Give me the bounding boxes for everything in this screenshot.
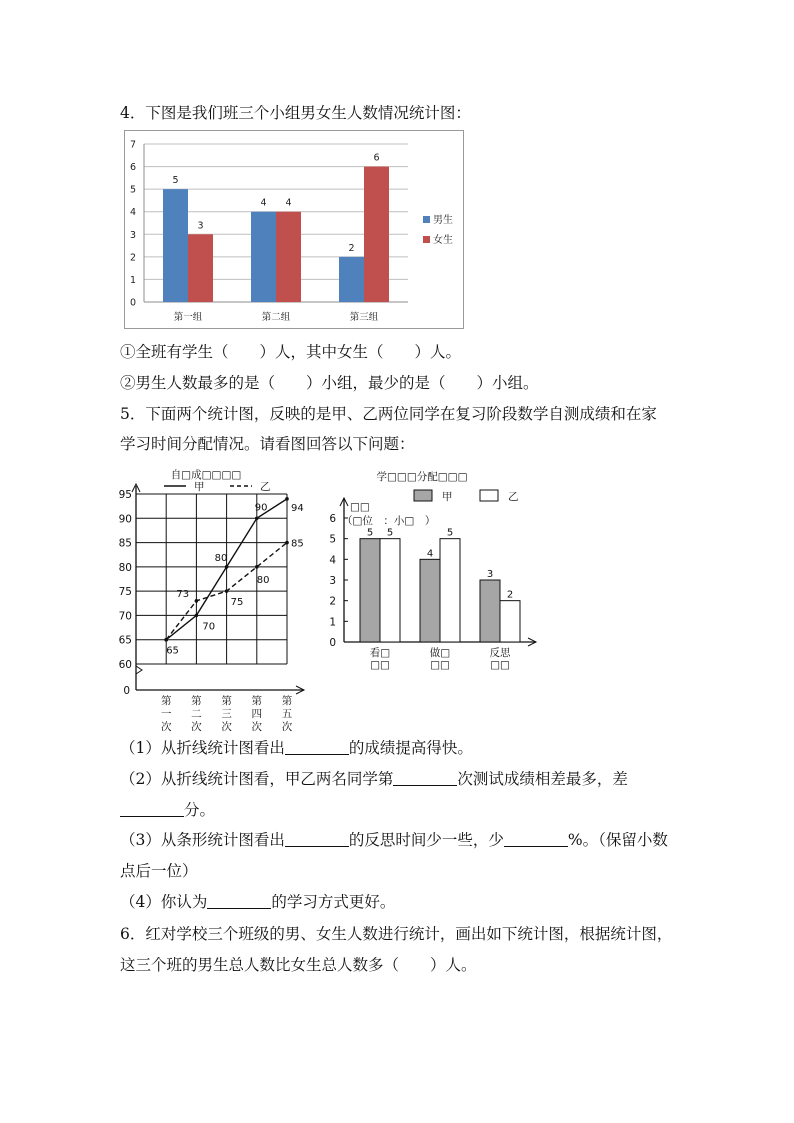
legend-label: 女生	[433, 235, 453, 246]
x-tick-label: 第三组	[349, 312, 379, 323]
data-label: 4	[285, 197, 292, 209]
legend-label: 甲	[442, 491, 453, 503]
y-tick-label: 90	[118, 513, 132, 526]
x-tick-label: 三	[221, 708, 232, 720]
x-tick-label: 第	[251, 695, 263, 707]
data-label: 80	[256, 574, 270, 586]
x-tick-label: 四	[251, 708, 263, 720]
data-label: 90	[254, 502, 268, 514]
q6-stem-line1: 6．红对学校三个班级的男、女生人数进行统计，画出如下统计图，根据统计图，	[120, 925, 673, 943]
y-axis-unit: （□位 ：小□ ）	[342, 515, 436, 527]
bar-男生	[339, 257, 364, 302]
legend-swatch	[423, 216, 430, 223]
q5-sub1	[120, 738, 473, 758]
bar-女生	[276, 212, 301, 302]
y-tick-label: 80	[118, 561, 132, 574]
q5-sub1-part-b: 的成绩提高得快。	[348, 739, 473, 757]
test-score-line-chart	[112, 462, 312, 732]
q4-sub2: ②男生人数最多的是（ ）小组，最少的是（ ）小组。	[120, 374, 539, 392]
x-tick-label: 反思	[489, 647, 511, 659]
x-tick-label: 次	[251, 721, 263, 732]
group-gender-bar-chart	[124, 130, 464, 330]
y-tick-label: 4	[329, 554, 336, 567]
x-tick-label: 第一组	[173, 312, 203, 323]
data-point-甲	[255, 516, 259, 520]
q5-stem-line1: 5．下面两个统计图，反映的是甲、乙两位同学在复习阶段数学自测成绩和在家	[120, 405, 657, 423]
y-tick-label: 7	[129, 139, 136, 151]
q5-sub2-part-c: 分。	[184, 801, 216, 819]
q5-stem-line2: 学习时间分配情况。请看图回答以下问题：	[120, 435, 415, 453]
data-label: 2	[506, 589, 514, 601]
legend-label: 乙	[260, 481, 271, 493]
bar-甲	[360, 539, 380, 642]
y-tick-label: 5	[129, 184, 136, 196]
data-point-甲	[285, 497, 289, 501]
answer-blank[interactable]	[504, 830, 568, 847]
q5-sub2-part-a: （2）从折线统计图看，甲乙两名同学第	[120, 770, 394, 788]
q5-sub4-part-b: 的学习方式更好。	[271, 893, 396, 911]
y-tick-label: 6	[329, 513, 336, 525]
q4-sub1: ①全班有学生（ ）人，其中女生（ ）人。	[120, 343, 462, 361]
bar-乙	[500, 601, 520, 642]
x-tick-label: 第	[191, 695, 202, 707]
legend-label: 乙	[508, 491, 519, 503]
y-tick-label: 0	[329, 637, 336, 649]
q5-sub2-part-b: 次测试成绩相差最多，差	[457, 770, 628, 788]
x-tick-label: 次	[191, 721, 202, 732]
data-label: 80	[214, 552, 228, 564]
x-tick-label: 第	[160, 695, 172, 707]
answer-blank[interactable]	[285, 738, 349, 755]
y-tick-label: 0	[123, 685, 130, 697]
data-point-甲	[225, 565, 229, 569]
legend-swatch	[423, 236, 430, 243]
legend-swatch	[414, 490, 432, 501]
x-tick-label: 二	[191, 708, 202, 720]
y-tick-label: 65	[118, 634, 132, 647]
y-tick-label: 2	[329, 595, 336, 608]
x-tick-label: 做□	[429, 647, 451, 659]
bar-男生	[163, 189, 188, 302]
q5-sub3	[120, 830, 668, 850]
data-point-乙	[255, 565, 259, 569]
data-label: 4	[260, 197, 267, 209]
y-axis-label: □□	[350, 501, 370, 513]
q5-sub3-part-b: 的反思时间少一些，少	[348, 831, 504, 849]
bar-乙	[440, 539, 460, 642]
bar-甲	[420, 559, 440, 642]
bar-甲	[480, 580, 500, 642]
data-label: 2	[348, 242, 355, 254]
legend-label: 甲	[194, 481, 205, 493]
legend-swatch	[480, 490, 498, 501]
bar-女生	[188, 234, 213, 302]
q5-sub4-part-a: （4）你认为	[120, 893, 208, 911]
answer-blank[interactable]	[120, 800, 184, 817]
data-label: 3	[486, 569, 494, 580]
answer-blank[interactable]	[393, 769, 457, 786]
bar-男生	[251, 212, 276, 302]
x-tick-label: 次	[281, 721, 293, 732]
y-tick-label: 3	[129, 229, 136, 241]
x-tick-label: 第二组	[261, 312, 291, 323]
answer-blank[interactable]	[285, 830, 349, 847]
q6-stem-line2: 这三个班的男生总人数比女生总人数多（ ）人。	[120, 956, 477, 974]
study-time-bar-chart	[322, 462, 552, 672]
data-label: 94	[291, 502, 304, 514]
y-tick-label: 2	[129, 252, 136, 264]
bar-女生	[364, 167, 389, 302]
data-label: 65	[166, 645, 179, 657]
data-label: 85	[291, 538, 304, 550]
q5-sub2-cont	[120, 800, 215, 820]
q5-sub4	[120, 892, 395, 912]
q5-sub3-part-c: %。（保留小数	[567, 831, 668, 849]
q5-sub2	[120, 769, 628, 789]
q5-sub1-part-a: （1）从折线统计图看出	[120, 739, 285, 757]
data-label: 4	[426, 548, 434, 560]
y-tick-label: 1	[329, 616, 336, 629]
data-point-乙	[225, 589, 229, 593]
axis-break-mark	[136, 666, 142, 674]
x-tick-label: 第	[221, 695, 232, 707]
data-label: 6	[373, 152, 380, 164]
y-tick-label: 60	[118, 659, 132, 671]
legend-label: 男生	[433, 215, 453, 226]
q5-sub3-part-a: （3）从条形统计图看出	[120, 831, 285, 849]
x-tick-label: 五	[281, 708, 293, 720]
data-label: 5	[386, 527, 394, 539]
q4-stem: 4．下图是我们班三个小组男女生人数情况统计图：	[120, 104, 471, 122]
x-tick-label: 次	[160, 721, 172, 732]
y-tick-label: 85	[118, 537, 132, 550]
y-tick-label: 5	[329, 533, 336, 546]
y-tick-label: 3	[329, 575, 336, 587]
data-point-乙	[285, 541, 289, 545]
data-label: 5	[172, 175, 179, 187]
data-point-甲	[195, 614, 199, 618]
y-tick-label: 75	[118, 586, 132, 599]
x-tick-label: □□	[370, 659, 390, 671]
x-tick-label: □□	[430, 659, 450, 671]
data-label: 5	[366, 527, 374, 539]
x-tick-label: 次	[221, 721, 232, 732]
bar-乙	[380, 539, 400, 642]
y-tick-label: 70	[118, 610, 132, 623]
x-tick-label: □□	[490, 659, 510, 671]
x-tick-label: 第	[281, 695, 293, 707]
data-label: 75	[230, 597, 244, 609]
y-tick-label: 1	[129, 274, 136, 286]
chart-title: 自□成□□□□	[170, 469, 242, 481]
y-tick-label: 0	[129, 297, 136, 309]
chart-title: 学□□□分配□□□	[376, 471, 468, 483]
data-point-乙	[195, 599, 199, 603]
x-tick-label: 看□	[369, 647, 391, 659]
answer-blank[interactable]	[207, 892, 271, 909]
data-label: 70	[202, 621, 216, 633]
q5-sub3-cont: 点后一位）	[120, 862, 198, 880]
data-label: 73	[176, 588, 190, 600]
data-label: 5	[446, 527, 454, 539]
y-tick-label: 4	[129, 207, 136, 219]
data-point-乙	[164, 638, 168, 642]
y-tick-label: 95	[118, 489, 132, 501]
y-tick-label: 6	[129, 162, 136, 174]
x-tick-label: 一	[160, 708, 172, 720]
data-label: 3	[197, 220, 204, 232]
